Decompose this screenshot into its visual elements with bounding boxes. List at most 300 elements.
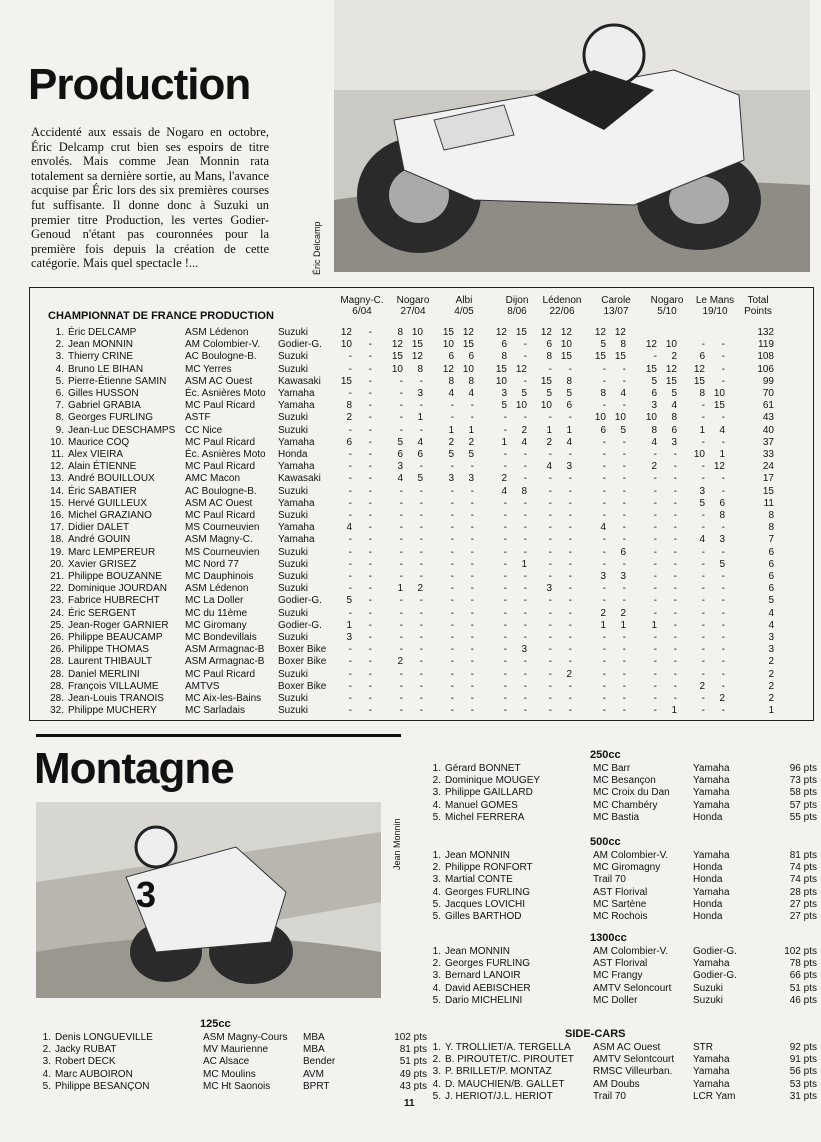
race-score-1: 15 bbox=[442, 327, 454, 338]
result-bike: Suzuki bbox=[693, 982, 724, 994]
race-score-1: - bbox=[503, 461, 507, 473]
race-score-2: 12 bbox=[515, 363, 527, 375]
race-score-2: - bbox=[419, 668, 423, 680]
table-row bbox=[30, 400, 813, 412]
race-score-1: 2 bbox=[651, 461, 657, 473]
race-score-2: 8 bbox=[468, 375, 474, 387]
race-score-1: - bbox=[602, 534, 606, 546]
result-points: 51 pts bbox=[399, 1056, 427, 1068]
result-club: AMTV Seloncourt bbox=[593, 982, 672, 994]
race-score-1: - bbox=[348, 363, 352, 375]
race-score-1: - bbox=[450, 558, 454, 570]
result-rider: B. PIROUTET/C. PIROUTET bbox=[445, 1054, 574, 1066]
race-score-1: - bbox=[701, 473, 705, 485]
race-score-1: - bbox=[701, 571, 705, 582]
race-score-2: - bbox=[622, 693, 626, 704]
race-header: Lédenon 22/06 bbox=[542, 295, 582, 317]
result-club: AST Florival bbox=[593, 958, 648, 970]
race-score-1: - bbox=[399, 705, 403, 717]
result-club: MC Doller bbox=[593, 994, 638, 1006]
race-score-1: 8 bbox=[651, 424, 657, 436]
race-score-2: - bbox=[721, 644, 725, 656]
race-score-1: - bbox=[701, 705, 705, 717]
row-rider: Gabriel GRABIA bbox=[68, 400, 141, 412]
class-header: SIDE-CARS bbox=[565, 1028, 626, 1040]
result-position: 5. bbox=[432, 898, 441, 910]
race-score-1: - bbox=[399, 680, 403, 692]
row-rider: Philippe THOMAS bbox=[68, 644, 149, 656]
race-score-2: - bbox=[622, 400, 626, 412]
row-club: ASM Armagnac-B bbox=[185, 656, 265, 668]
race-score-2: - bbox=[368, 351, 372, 363]
race-score-1: 15 bbox=[340, 375, 352, 387]
montagne-photo bbox=[36, 802, 381, 998]
race-score-1: - bbox=[450, 632, 454, 643]
race-score-2: - bbox=[368, 632, 372, 643]
table-row bbox=[30, 534, 813, 546]
row-club: ASM Lédenon bbox=[185, 327, 249, 338]
result-bike: Yamaha bbox=[693, 1066, 730, 1078]
table-row bbox=[30, 559, 813, 571]
table-row bbox=[30, 412, 813, 424]
result-bike: Honda bbox=[693, 874, 723, 886]
race-score-1: - bbox=[348, 680, 352, 692]
table-row bbox=[30, 473, 813, 485]
row-bike: Suzuki bbox=[278, 351, 309, 363]
row-total: 8 bbox=[768, 510, 774, 521]
race-score-1: - bbox=[701, 668, 705, 680]
race-score-2: - bbox=[368, 436, 372, 448]
race-score-2: - bbox=[721, 680, 725, 692]
row-position: 32. bbox=[50, 705, 64, 717]
row-club: MS Courneuvien bbox=[185, 546, 260, 558]
race-score-2: - bbox=[673, 583, 677, 595]
row-bike: Suzuki bbox=[278, 583, 309, 595]
race-score-2: - bbox=[470, 583, 474, 595]
race-score-1: - bbox=[602, 705, 606, 717]
race-score-2: - bbox=[419, 705, 423, 717]
race-score-2: - bbox=[368, 571, 372, 582]
race-score-1: - bbox=[503, 522, 507, 534]
race-score-1: - bbox=[602, 546, 606, 558]
race-score-2: 10 bbox=[560, 339, 572, 351]
race-score-1: - bbox=[450, 693, 454, 704]
race-score-1: - bbox=[701, 558, 705, 570]
race-score-1: - bbox=[653, 656, 657, 668]
row-position: 7. bbox=[55, 400, 64, 412]
race-score-1: - bbox=[602, 363, 606, 375]
race-score-1: 15 bbox=[594, 351, 606, 363]
race-score-1: - bbox=[548, 546, 552, 558]
result-row bbox=[37, 1068, 427, 1081]
race-score-1: - bbox=[399, 534, 403, 546]
row-rider: Éric SABATIER bbox=[68, 485, 137, 497]
row-rider: Philippe BOUZANNE bbox=[68, 571, 162, 582]
result-points: 27 pts bbox=[789, 911, 817, 922]
result-row bbox=[427, 958, 817, 970]
race-score-2: 3 bbox=[521, 644, 527, 656]
race-score-2: - bbox=[419, 656, 423, 668]
race-score-2: - bbox=[368, 497, 372, 509]
result-position: 4. bbox=[432, 1078, 441, 1090]
row-club: MC Aix-les-Bains bbox=[185, 693, 262, 704]
row-position: 10. bbox=[50, 436, 64, 448]
race-score-1: - bbox=[548, 619, 552, 631]
race-score-2: - bbox=[622, 510, 626, 521]
row-bike: Boxer Bike bbox=[278, 656, 327, 668]
race-score-2: - bbox=[721, 546, 725, 558]
race-score-2: - bbox=[368, 583, 372, 595]
result-row bbox=[427, 787, 817, 799]
race-score-2: 2 bbox=[417, 583, 423, 595]
result-points: 58 pts bbox=[789, 787, 817, 799]
race-score-1: 2 bbox=[600, 607, 606, 619]
race-score-2: - bbox=[368, 644, 372, 656]
race-score-1: - bbox=[450, 522, 454, 534]
race-score-1: 5 bbox=[501, 400, 507, 412]
race-score-2: - bbox=[523, 534, 527, 546]
race-score-1: - bbox=[602, 510, 606, 521]
race-score-1: 1 bbox=[397, 583, 403, 595]
race-score-1: - bbox=[450, 583, 454, 595]
row-position: 1. bbox=[55, 327, 64, 338]
result-row bbox=[37, 1056, 427, 1068]
race-score-2: 2 bbox=[620, 607, 626, 619]
race-score-2: - bbox=[368, 400, 372, 412]
race-score-2: 8 bbox=[671, 412, 677, 424]
race-score-1: - bbox=[548, 510, 552, 521]
result-row bbox=[427, 1078, 817, 1091]
race-score-2: - bbox=[673, 485, 677, 497]
race-score-1: - bbox=[450, 656, 454, 668]
race-score-2: - bbox=[721, 656, 725, 668]
race-score-2: - bbox=[419, 680, 423, 692]
race-score-1: - bbox=[548, 363, 552, 375]
row-position: 9. bbox=[55, 424, 64, 436]
svg-text:3: 3 bbox=[136, 874, 157, 915]
race-score-2: 8 bbox=[566, 375, 572, 387]
race-score-2: 10 bbox=[713, 388, 725, 399]
result-bike: Godier-G. bbox=[693, 946, 737, 957]
race-score-2: - bbox=[419, 571, 423, 582]
race-score-2: 12 bbox=[713, 461, 725, 473]
race-score-2: - bbox=[470, 522, 474, 534]
race-score-2: - bbox=[673, 522, 677, 534]
race-score-2: - bbox=[368, 534, 372, 546]
row-position: 16. bbox=[50, 510, 64, 521]
race-score-1: - bbox=[548, 473, 552, 485]
race-score-2: - bbox=[622, 632, 626, 643]
race-score-1: - bbox=[399, 424, 403, 436]
race-score-1: - bbox=[653, 510, 657, 521]
result-points: 57 pts bbox=[789, 799, 817, 811]
row-club: MC Giromany bbox=[185, 619, 247, 631]
result-points: 49 pts bbox=[399, 1068, 427, 1080]
race-score-2: 4 bbox=[417, 436, 423, 448]
result-club: MC Ht Saonois bbox=[203, 1080, 271, 1092]
race-score-1: - bbox=[548, 693, 552, 704]
race-score-2: - bbox=[523, 571, 527, 582]
result-points: 74 pts bbox=[789, 874, 817, 886]
table-row bbox=[30, 376, 813, 388]
result-bike: MBA bbox=[303, 1044, 325, 1056]
table-row bbox=[30, 632, 813, 644]
race-score-1: 6 bbox=[546, 339, 552, 351]
race-score-1: - bbox=[602, 497, 606, 509]
row-rider: Jean-Louis TRANOIS bbox=[68, 693, 164, 704]
row-total: 15 bbox=[762, 485, 774, 497]
race-score-1: - bbox=[602, 436, 606, 448]
race-score-2: - bbox=[523, 449, 527, 460]
race-score-2: - bbox=[523, 583, 527, 595]
row-bike: Suzuki bbox=[278, 571, 309, 582]
result-club: MC Barr bbox=[593, 763, 631, 774]
race-score-2: 6 bbox=[417, 449, 423, 460]
race-score-2: 5 bbox=[719, 558, 725, 570]
row-position: 28. bbox=[50, 656, 64, 668]
race-score-2: 2 bbox=[468, 436, 474, 448]
race-score-1: - bbox=[653, 351, 657, 363]
row-total: 2 bbox=[768, 656, 774, 668]
row-rider: Dominique JOURDAN bbox=[68, 583, 167, 595]
race-score-2: 2 bbox=[566, 668, 572, 680]
race-score-1: - bbox=[450, 607, 454, 619]
result-position: 5. bbox=[432, 911, 441, 922]
race-score-1: - bbox=[348, 546, 352, 558]
result-rider: Martial CONTE bbox=[445, 874, 513, 886]
race-score-2: - bbox=[568, 363, 572, 375]
race-score-2: - bbox=[368, 327, 372, 338]
row-bike: Yamaha bbox=[278, 497, 315, 509]
race-score-2: 10 bbox=[665, 339, 677, 351]
race-score-2: - bbox=[523, 339, 527, 351]
row-bike: Boxer Bike bbox=[278, 680, 327, 692]
result-rider: Jacques LOVICHI bbox=[445, 898, 526, 910]
race-score-2: 1 bbox=[468, 424, 474, 436]
result-row bbox=[427, 874, 817, 886]
race-score-2: - bbox=[419, 375, 423, 387]
row-club: MC Sarladais bbox=[185, 705, 246, 717]
race-score-1: 10 bbox=[594, 412, 606, 424]
race-score-2: - bbox=[673, 693, 677, 704]
race-score-1: 15 bbox=[645, 363, 657, 375]
race-score-2: 10 bbox=[515, 400, 527, 412]
race-score-2: - bbox=[673, 497, 677, 509]
race-score-2: - bbox=[673, 473, 677, 485]
result-position: 4. bbox=[432, 886, 441, 898]
row-club: AC Boulogne-B. bbox=[185, 485, 257, 497]
result-rider: Dario MICHELINI bbox=[445, 994, 523, 1006]
row-club: AMTVS bbox=[185, 680, 220, 692]
row-total: 37 bbox=[762, 436, 774, 448]
race-score-1: - bbox=[503, 656, 507, 668]
race-score-2: - bbox=[419, 595, 423, 607]
race-score-1: - bbox=[602, 632, 606, 643]
table-row bbox=[30, 388, 813, 400]
result-bike: Honda bbox=[693, 811, 723, 823]
row-rider: Marc LEMPEREUR bbox=[68, 546, 156, 558]
race-score-2: - bbox=[622, 436, 626, 448]
race-score-2: - bbox=[523, 595, 527, 607]
row-rider: Hervé GUILLEUX bbox=[68, 497, 147, 509]
race-score-1: - bbox=[503, 595, 507, 607]
row-rider: Bruno LE BIHAN bbox=[68, 363, 144, 375]
race-score-2: - bbox=[523, 607, 527, 619]
row-position: 28. bbox=[50, 668, 64, 680]
result-club: AMTV Selontcourt bbox=[593, 1054, 675, 1066]
row-bike: Suzuki bbox=[278, 510, 309, 521]
race-score-1: - bbox=[450, 705, 454, 717]
race-score-1: 3 bbox=[699, 485, 705, 497]
race-score-1: 5 bbox=[651, 375, 657, 387]
row-total: 17 bbox=[762, 473, 774, 485]
row-total: 99 bbox=[762, 375, 774, 387]
race-score-2: - bbox=[622, 534, 626, 546]
race-score-2: - bbox=[368, 558, 372, 570]
race-score-2: - bbox=[419, 522, 423, 534]
race-score-1: 10 bbox=[340, 339, 352, 351]
row-club: AMC Macon bbox=[185, 473, 241, 485]
race-score-1: - bbox=[602, 473, 606, 485]
race-score-1: - bbox=[602, 680, 606, 692]
race-score-1: - bbox=[602, 400, 606, 412]
row-total: 33 bbox=[762, 449, 774, 460]
race-score-1: - bbox=[503, 705, 507, 717]
race-score-1: 6 bbox=[600, 424, 606, 436]
race-score-2: 12 bbox=[411, 351, 423, 363]
result-rider: Philippe GAILLARD bbox=[445, 787, 533, 799]
race-score-2: - bbox=[419, 400, 423, 412]
class-header: 1300cc bbox=[590, 932, 627, 944]
result-row bbox=[427, 799, 817, 812]
race-score-1: - bbox=[701, 400, 705, 412]
race-score-1: 15 bbox=[540, 375, 552, 387]
row-club: MC Paul Ricard bbox=[185, 436, 256, 448]
row-total: 2 bbox=[768, 668, 774, 680]
race-score-2: 6 bbox=[671, 424, 677, 436]
race-score-1: - bbox=[450, 400, 454, 412]
race-score-2: - bbox=[622, 595, 626, 607]
result-club: AST Florival bbox=[593, 886, 648, 898]
race-score-1: 4 bbox=[448, 388, 454, 399]
race-score-1: - bbox=[548, 668, 552, 680]
race-score-2: - bbox=[568, 644, 572, 656]
result-points: 56 pts bbox=[789, 1066, 817, 1078]
race-score-2: - bbox=[470, 412, 474, 424]
race-score-1: 5 bbox=[546, 388, 552, 399]
race-score-1: - bbox=[503, 607, 507, 619]
race-score-2: - bbox=[368, 339, 372, 351]
race-score-2: - bbox=[673, 644, 677, 656]
result-position: 2. bbox=[432, 958, 441, 970]
race-score-1: - bbox=[450, 546, 454, 558]
race-score-1: 1 bbox=[448, 424, 454, 436]
race-score-2: - bbox=[673, 656, 677, 668]
table-row bbox=[30, 644, 813, 656]
race-score-1: - bbox=[701, 607, 705, 619]
race-score-1: - bbox=[399, 388, 403, 399]
race-score-1: - bbox=[653, 473, 657, 485]
race-score-1: 3 bbox=[501, 388, 507, 399]
race-score-1: - bbox=[348, 461, 352, 473]
row-position: 26. bbox=[50, 632, 64, 643]
race-score-1: 6 bbox=[397, 449, 403, 460]
race-score-2: - bbox=[568, 534, 572, 546]
row-position: 5. bbox=[55, 375, 64, 387]
race-score-2: - bbox=[568, 705, 572, 717]
table-row bbox=[30, 595, 813, 607]
row-total: 5 bbox=[768, 595, 774, 607]
race-score-2: 1 bbox=[719, 449, 725, 460]
race-score-2: - bbox=[568, 632, 572, 643]
race-score-1: - bbox=[450, 668, 454, 680]
race-score-2: - bbox=[673, 546, 677, 558]
row-club: ASM Magny-C. bbox=[185, 534, 253, 546]
row-club: AM Colombier-V. bbox=[185, 339, 261, 351]
row-club: CC Nice bbox=[185, 424, 223, 436]
row-bike: Suzuki bbox=[278, 693, 309, 704]
race-score-1: - bbox=[399, 693, 403, 704]
result-row bbox=[427, 886, 817, 899]
race-score-2: 4 bbox=[719, 424, 725, 436]
result-row bbox=[427, 811, 817, 824]
result-row bbox=[37, 1080, 427, 1093]
row-position: 14. bbox=[50, 485, 64, 497]
race-score-1: 15 bbox=[391, 351, 403, 363]
race-score-1: - bbox=[503, 449, 507, 460]
race-score-2: - bbox=[721, 412, 725, 424]
result-bike: Yamaha bbox=[693, 775, 730, 787]
race-score-2: - bbox=[673, 595, 677, 607]
result-rider: Denis LONGUEVILLE bbox=[55, 1032, 153, 1043]
race-score-1: - bbox=[399, 546, 403, 558]
race-score-2: - bbox=[419, 558, 423, 570]
result-position: 3. bbox=[432, 874, 441, 886]
race-score-1: - bbox=[348, 668, 352, 680]
race-score-2: - bbox=[568, 485, 572, 497]
result-bike: Bender bbox=[303, 1056, 336, 1068]
race-score-2: - bbox=[721, 668, 725, 680]
result-bike: Yamaha bbox=[693, 1054, 730, 1066]
result-rider: Robert DECK bbox=[55, 1056, 116, 1068]
race-score-2: 5 bbox=[468, 449, 474, 460]
race-score-2: - bbox=[622, 705, 626, 717]
table-row bbox=[30, 608, 813, 620]
row-position: 25. bbox=[50, 619, 64, 631]
production-photo-credit: Éric Delcamp bbox=[312, 221, 322, 275]
row-bike: Suzuki bbox=[278, 558, 309, 570]
race-score-1: - bbox=[653, 497, 657, 509]
race-score-2: - bbox=[568, 546, 572, 558]
table-row bbox=[30, 669, 813, 681]
result-points: 74 pts bbox=[789, 862, 817, 874]
result-position: 1. bbox=[432, 850, 441, 861]
race-score-2: - bbox=[622, 449, 626, 460]
result-points: 51 pts bbox=[789, 982, 817, 994]
race-score-1: 8 bbox=[448, 375, 454, 387]
race-score-1: - bbox=[653, 583, 657, 595]
result-bike: Honda bbox=[693, 911, 723, 922]
race-score-1: - bbox=[548, 412, 552, 424]
result-row bbox=[37, 1032, 427, 1044]
race-score-2: - bbox=[419, 424, 423, 436]
row-total: 11 bbox=[763, 497, 774, 509]
race-score-1: 8 bbox=[546, 351, 552, 363]
row-bike: Suzuki bbox=[278, 412, 309, 424]
race-score-2: 4 bbox=[468, 388, 474, 399]
race-score-1: - bbox=[399, 558, 403, 570]
race-score-2: - bbox=[368, 412, 372, 424]
